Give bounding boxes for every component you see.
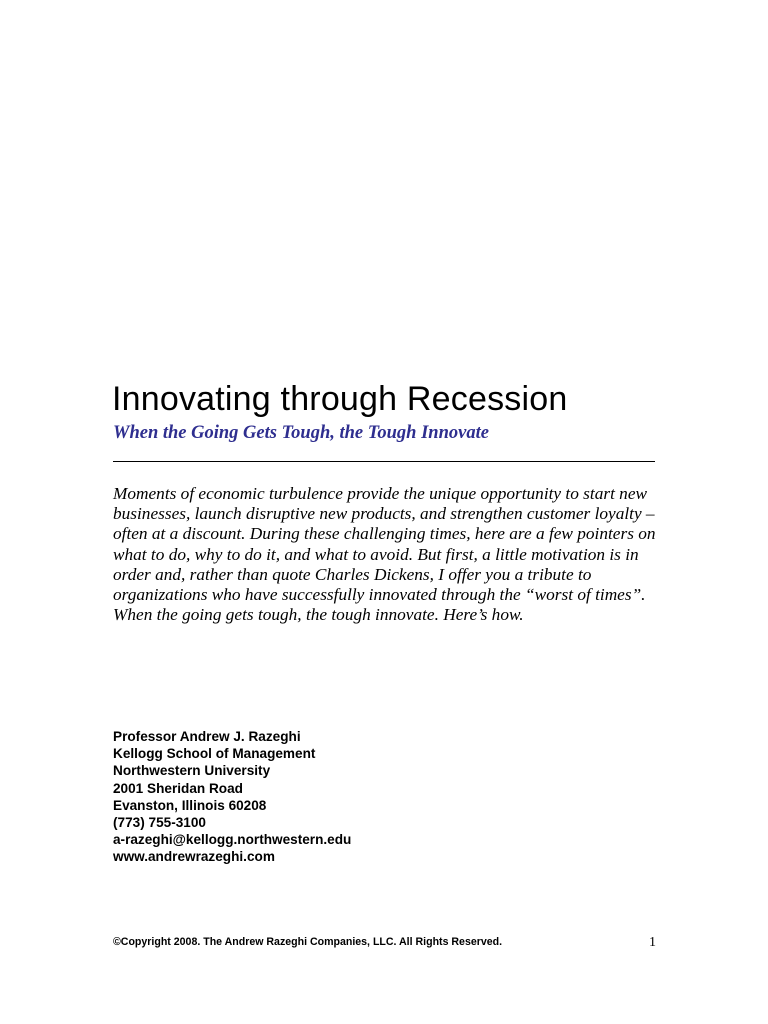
author-name: Professor Andrew J. Razeghi: [113, 729, 301, 744]
author-phone: (773) 755-3100: [113, 815, 206, 831]
document-title: Innovating through Recession: [112, 380, 568, 418]
page-number: 1: [649, 935, 656, 950]
author-contact-block: [113, 728, 351, 866]
author-street-address: 2001 Sheridan Road: [113, 780, 243, 796]
author-email: a-razeghi@kellogg.northwestern.edu: [113, 832, 352, 848]
title-divider: [113, 461, 655, 462]
author-school: Kellogg School of Management: [113, 746, 316, 762]
abstract-paragraph: Moments of economic turbulence provide the unique opportunity to start new businesses, launch disruptive new products, and strengthen customer loyalty – often at a discount. During these challenging times, here are a few pointers on what to do, why to do it, and what to avoid. But first, a little motivation is in order and, rather than quote Charles Dickens, I offer you a tribute to organizations who have successfully innovated through the “worst of times”. When the going gets tough, the tough innovate. Here’s how.: [113, 484, 656, 625]
footer-copyright: ©Copyright 2008. The Andrew Razeghi Companies, LLC. All Rights Reserved.: [113, 936, 503, 948]
author-website: www.andrewrazeghi.com: [113, 849, 275, 865]
document-subtitle: When the Going Gets Tough, the Tough Innovate: [113, 423, 489, 443]
author-city-state-zip: Evanston, Illinois 60208: [113, 797, 267, 813]
author-university: Northwestern University: [113, 763, 271, 779]
